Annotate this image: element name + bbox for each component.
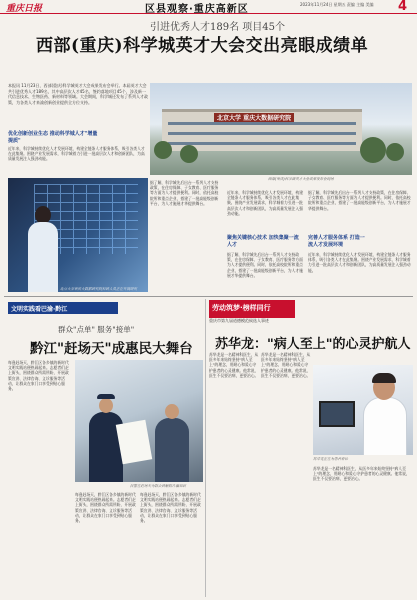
police-photo-caption: 民警在赶场天为群众讲解防诈骗知识	[130, 484, 186, 488]
page-header	[0, 0, 417, 14]
lab-photo-caption: 北京大学重庆大数据研究院科研人员正在开展研究	[60, 287, 137, 291]
left-box-heading: 优化创新创业生态 推动科学城人才"增量提质"	[8, 131, 98, 144]
date-line: 2023年11月24日 星期五 责编 主编 美编	[300, 2, 374, 7]
doctor-hair	[372, 373, 396, 383]
page-number: 4	[398, 0, 408, 14]
top-headline[interactable]: 西部(重庆)科学城英才大会交出亮眼成绩单	[36, 36, 369, 56]
mid-section-heading-1: 聚焦关键核心技术 加快集聚一流人才	[227, 235, 299, 248]
researcher-figure	[28, 222, 58, 292]
section-title: 区县观察·重庆高新区	[145, 4, 249, 15]
right-body-column-1: 据了解，科学城先后出台一系列人才支持政策，在住房保障、子女教育、医疗服务等方面为人才提供便利。同时，依托高校院所和重点企业，搭建了一批高能级创新平台，为人才施展才华提供舞台。	[308, 190, 411, 211]
lab-photo[interactable]	[8, 178, 148, 292]
officer-cap	[97, 394, 115, 399]
right-body-column-2: 近年来，科学城持续优化人才发展环境，构建全链条人才服务体系，吸引各类人才在此集聚。围绕产业发展需求，科学城着力引进一批高层次人才和创新团队，为高质量发展注入强劲动能。	[308, 252, 411, 273]
mid-section-heading-2: 完善人才服务体系 打造一流人才发展环境	[308, 235, 365, 248]
masthead-logo: 重庆日报	[6, 4, 43, 14]
police-photo[interactable]	[75, 360, 203, 482]
officer-figure	[89, 412, 123, 482]
resident-figure	[155, 418, 189, 482]
mid-body-column-1: 据了解，科学城先后出台一系列人才支持政策，在住房保障、子女教育、医疗服务等方面为人才提供便利。同时，依托高校院所和重点企业，搭建了一批高能级创新平台，为人才施展才华提供舞台。	[150, 180, 219, 206]
tree-shape	[180, 145, 198, 163]
left-body-column: 近年来，科学城持续优化人才发展环境，构建全链条人才服务体系，吸引各类人才在此集聚。围绕产业发展需求，科学城着力引进一批高层次人才和创新团队，为高质量发展注入强劲动能。	[8, 146, 145, 162]
right-story-banner: 劳动筑梦·榜样同行	[209, 300, 295, 318]
right-story-banner-sub: 重庆市第九届道德模范候选人事迹	[209, 318, 269, 323]
mid-body-column-2: 近年来，科学城持续优化人才发展环境，构建全链条人才服务体系，吸引各类人才在此集聚。围绕产业发展需求，科学城着力引进一批高层次人才和创新团队，为高质量发展注入强劲动能。	[227, 190, 303, 216]
column-divider	[205, 299, 206, 597]
right-story-body-3: 苏华龙是一名精神科医生，从医多年来始终坚持"病人至上"的理念，用耐心和爱心守护患者的心灵健康。他常说，医生不仅要治病，更要治心。	[313, 466, 410, 482]
building-sign: 北京大学 重庆大数据研究院	[214, 113, 294, 122]
top-subhead: 引进优秀人才189名 项目45个	[150, 22, 285, 33]
mid-body-column-3: 据了解，科学城先后出台一系列人才支持政策，在住房保障、子女教育、医疗服务等方面为人才提供便利。同时，依托高校院所和重点企业，搭建了一批高能级创新平台，为人才施展才华提供舞台。	[227, 252, 303, 278]
right-story-headline[interactable]: 苏华龙："病人至上"的心灵护航人	[215, 337, 411, 352]
campus-photo-caption: 西部(重庆)科学城英才大会成果发布会现场	[268, 177, 334, 181]
right-story-body-2: 苏华龙是一名精神科医生，从医多年来始终坚持"病人至上"的理念，用耐心和爱心守护患者的心灵健康。他常说，医生不仅要治病，更要治心。	[261, 352, 311, 378]
tree-shape	[154, 141, 172, 159]
doctor-figure	[363, 397, 407, 455]
left-story-kicker: 群众"点单" 服务"接单"	[58, 325, 135, 334]
section-divider	[4, 296, 413, 297]
tree-shape	[386, 143, 404, 161]
campus-photo[interactable]	[150, 83, 412, 175]
leaflet	[116, 420, 152, 465]
top-lead-paragraph: 本报讯 11月23日，西部(重庆)科学城英才大会成果发布会举行。本届英才大会共引进优秀人才189名，其中高层次人才45名，签约落地项目45个，涉及新一代信息技术、生物医药、新材料等领域。大会期间，科学城还发布了系列人才政策，为各类人才来渝创新创业提供全方位支持。	[8, 83, 148, 105]
left-story-body-2: 每逢赶场天，黔江区各乡镇的新时代文明实践站便热闹起来。志愿者们走上街头，围绕群众所需所盼，开展政策宣讲、法律咨询、义诊服务等活动，让群众在家门口享受到贴心服务。	[75, 492, 136, 524]
resident-head	[165, 404, 179, 419]
left-story-body-1: 每逢赶场天，黔江区各乡镇的新时代文明实践站便热闹起来。志愿者们走上街头，围绕群众所需所盼，开展政策宣讲、法律咨询、义诊服务等活动，让群众在家门口享受到贴心服务。	[8, 360, 69, 392]
computer-monitor	[319, 401, 355, 427]
doctor-photo[interactable]	[313, 365, 413, 455]
doctor-photo-caption: 苏华龙正在为患者看诊	[313, 457, 348, 461]
tree-shape	[360, 137, 386, 163]
left-story-headline[interactable]: 黔江"赶场天"成惠民大舞台	[30, 341, 193, 357]
left-story-body-3: 每逢赶场天，黔江区各乡镇的新时代文明实践站便热闹起来。志愿者们走上街头，围绕群众所需所盼，开展政策宣讲、法律咨询、义诊服务等活动，让群众在家门口享受到贴心服务。	[140, 492, 201, 524]
officer-head	[99, 398, 113, 413]
right-story-body-1: 苏华龙是一名精神科医生，从医多年来始终坚持"病人至上"的理念，用耐心和爱心守护患者的心灵健康。他常说，医生不仅要治病，更要治心。	[209, 352, 259, 378]
left-story-banner: 文明实践看巴渝·黔江	[8, 302, 118, 314]
